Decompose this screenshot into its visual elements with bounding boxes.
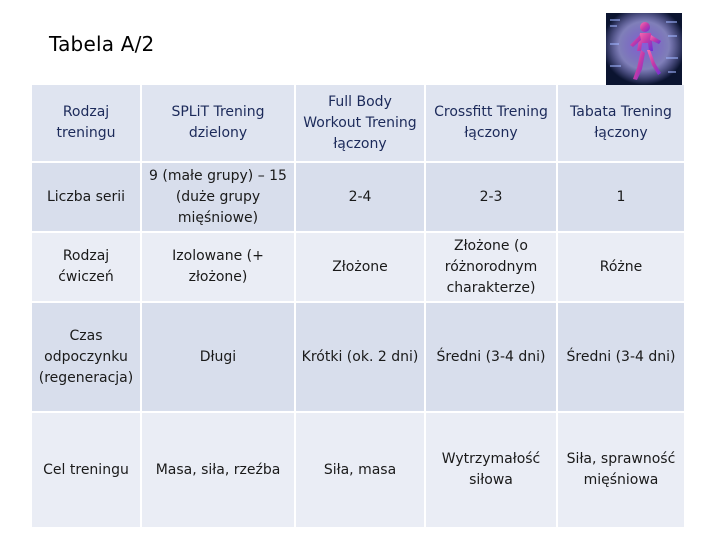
table-cell: Długi (142, 303, 296, 413)
table-cell: Krótki (ok. 2 dni) (296, 303, 426, 413)
table-cell: Złożone (296, 233, 426, 303)
row-label: Liczba serii (32, 163, 142, 233)
header-cell: Tabata Trening łączony (558, 85, 684, 163)
logo (606, 13, 682, 85)
header-cell: SPLiT Trening dzielony (142, 85, 296, 163)
row-label: Rodzaj ćwiczeń (32, 233, 142, 303)
table-cell: Wytrzymałość siłowa (426, 413, 558, 527)
table-cell: Różne (558, 233, 684, 303)
table-cell: Złożone (o różnorodnym charakterze) (426, 233, 558, 303)
row-label: Cel treningu (32, 413, 142, 527)
table-cell: 1 (558, 163, 684, 233)
header-cell: Crossfitt Trening łączony (426, 85, 558, 163)
table-cell: Średni (3-4 dni) (426, 303, 558, 413)
table-row (32, 163, 684, 233)
page-title: Tabela A/2 (49, 32, 155, 56)
table-cell: 2-3 (426, 163, 558, 233)
table-row (32, 303, 684, 413)
table-cell: 9 (małe grupy) – 15 (duże grupy mięśniowe) (142, 163, 296, 233)
row-label: Czas odpoczynku (regeneracja) (32, 303, 142, 413)
table-row (32, 413, 684, 527)
header-row (32, 85, 684, 163)
training-comparison-table (32, 85, 684, 527)
table-cell: Średni (3-4 dni) (558, 303, 684, 413)
table-cell: Siła, masa (296, 413, 426, 527)
table-cell: 2-4 (296, 163, 426, 233)
header-cell: Full Body Workout Trening łączony (296, 85, 426, 163)
table-cell: Masa, siła, rzeźba (142, 413, 296, 527)
table-cell: Izolowane (+ złożone) (142, 233, 296, 303)
table-row (32, 233, 684, 303)
table-cell: Siła, sprawność mięśniowa (558, 413, 684, 527)
header-cell: Rodzaj treningu (32, 85, 142, 163)
runner-figure-icon (606, 13, 682, 85)
